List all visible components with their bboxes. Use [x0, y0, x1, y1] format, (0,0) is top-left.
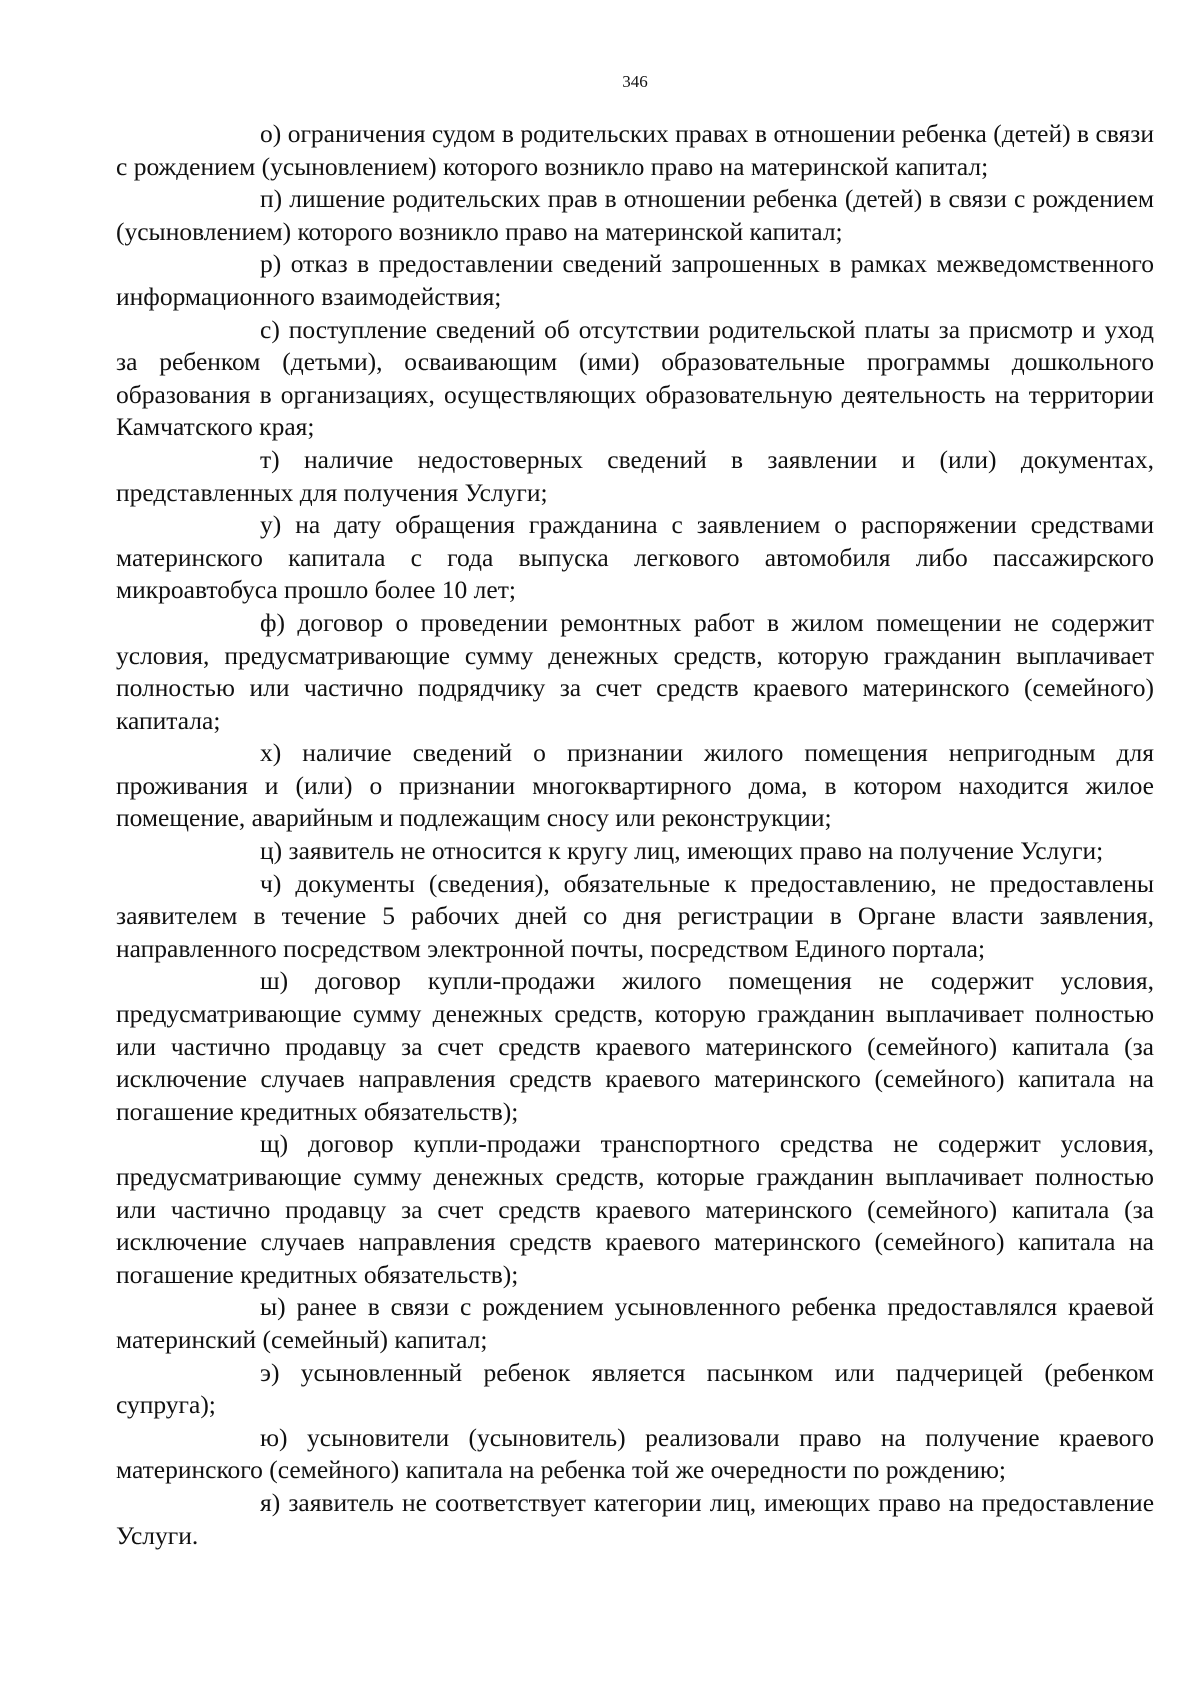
list-item-text: на дату обращения гражданина с заявлением о распоряжении средствами материнского капитала с года выпуска легкового автомобиля либо пассажирского микроавтобуса прошло более 10 лет;	[116, 510, 1154, 605]
list-item-u	[116, 509, 1154, 607]
list-item-letter: х)	[260, 738, 282, 768]
list-item-text: поступление сведений об отсутствии родительской платы за присмотр и уход за ребенком (детьми), осваивающим (ими) образовательные программы дошкольного образования в организациях, осуществляющих образовательную деятельность на территории Камчатского края;	[116, 314, 1155, 442]
list-item-text: заявитель не соответствует категории лиц, имеющих право на предоставление Услуги.	[116, 1487, 1155, 1550]
list-item-letter: ю)	[260, 1422, 288, 1452]
list-item-p	[116, 183, 1154, 248]
list-item-t	[116, 444, 1154, 509]
list-item-letter: ф)	[260, 607, 286, 637]
list-item-text: договор купли-продажи транспортного средства не содержит условия, предусматривающие сумму денежных средств, которые гражданин выплачивает полностью или частично продавцу за счет средств краевого материнского (семейного) капитала (за исключение случаев направления средств краевого материнского (семейного) капитала на погашение кредитных обязательств);	[116, 1129, 1155, 1289]
list-item-f	[116, 607, 1154, 737]
list-item-letter: ш)	[260, 966, 289, 996]
list-item-text: договор о проведении ремонтных работ в жилом помещении не содержит условия, предусматривающие сумму денежных средств, которую гражданин выплачивает полностью или частично подрядчику за счет средств краевого материнского (семейного) капитала;	[116, 607, 1155, 735]
list-item-r	[116, 248, 1154, 313]
list-item-letter: щ)	[260, 1129, 289, 1159]
list-item-e	[116, 1357, 1154, 1422]
page-number: 346	[622, 72, 648, 91]
list-item-text: наличие недостоверных сведений в заявлении и (или) документах, представленных для получения Услуги;	[116, 444, 1154, 507]
list-item-letter: ч)	[260, 868, 282, 898]
list-item-letter: у)	[260, 510, 282, 540]
list-item-sh	[116, 965, 1154, 1128]
list-item-text: усыновители (усыновитель) реализовали право на получение краевого материнского (семейного) капитала на ребенка той же очередности по рождению;	[116, 1422, 1155, 1485]
list-item-letter: э)	[260, 1357, 280, 1387]
list-item-letter: ц)	[260, 836, 283, 866]
list-item-text: договор купли-продажи жилого помещения не содержит условия, предусматривающие сумму денежных средств, которую гражданин выплачивает полностью или частично продавцу за счет средств краевого материнского (семейного) капитала (за исключение случаев направления средств краевого материнского (семейного) капитала на погашение кредитных обязательств);	[116, 966, 1154, 1126]
list-item-text: заявитель не относится к кругу лиц, имеющих право на получение Услуги;	[288, 836, 1104, 866]
list-item-text: отказ в предоставлении сведений запрошенных в рамках межведомственного информационного взаимодействия;	[116, 249, 1155, 311]
document-body	[116, 118, 1154, 1552]
list-item-letter: ы)	[260, 1292, 286, 1322]
list-item-text: ограничения судом в родительских правах в отношении ребенка (детей) в связи с рождением (усыновлением) которого возникло право на материнской капитал;	[116, 119, 1155, 181]
list-item-o	[116, 118, 1154, 183]
list-item-ts	[116, 835, 1154, 868]
list-item-letter: я)	[260, 1487, 281, 1517]
list-item-ch	[116, 868, 1154, 966]
list-item-letter: т)	[260, 444, 280, 474]
list-item-ya	[116, 1487, 1154, 1552]
list-item-letter: р)	[260, 249, 282, 279]
list-item-kh	[116, 737, 1154, 835]
list-item-letter: о)	[260, 119, 282, 148]
list-item-s	[116, 314, 1154, 444]
list-item-shch	[116, 1128, 1154, 1291]
list-item-text: ранее в связи с рождением усыновленного ребенка предоставлялся краевой материнский (семейный) капитал;	[116, 1292, 1154, 1354]
list-item-text: усыновленный ребенок является пасынком или падчерицей (ребенком супруга);	[116, 1357, 1154, 1420]
list-item-letter: с)	[260, 314, 280, 344]
list-item-letter: п)	[260, 184, 283, 214]
list-item-y	[116, 1291, 1154, 1356]
list-item-yu	[116, 1422, 1154, 1487]
list-item-text: документы (сведения), обязательные к предоставлению, не предоставлены заявителем в течение 5 рабочих дней со дня регистрации в Органе власти заявления, направленного посредством электронной почты, посредством Единого портала;	[116, 868, 1155, 963]
list-item-text: наличие сведений о признании жилого помещения непригодным для проживания и (или) о признании многоквартирного дома, в котором находится жилое помещение, аварийным и подлежащим сносу или реконструкции;	[116, 738, 1154, 833]
list-item-text: лишение родительских прав в отношении ребенка (детей) в связи с рождением (усыновлением) которого возникло право на материнской капитал;	[116, 184, 1155, 246]
